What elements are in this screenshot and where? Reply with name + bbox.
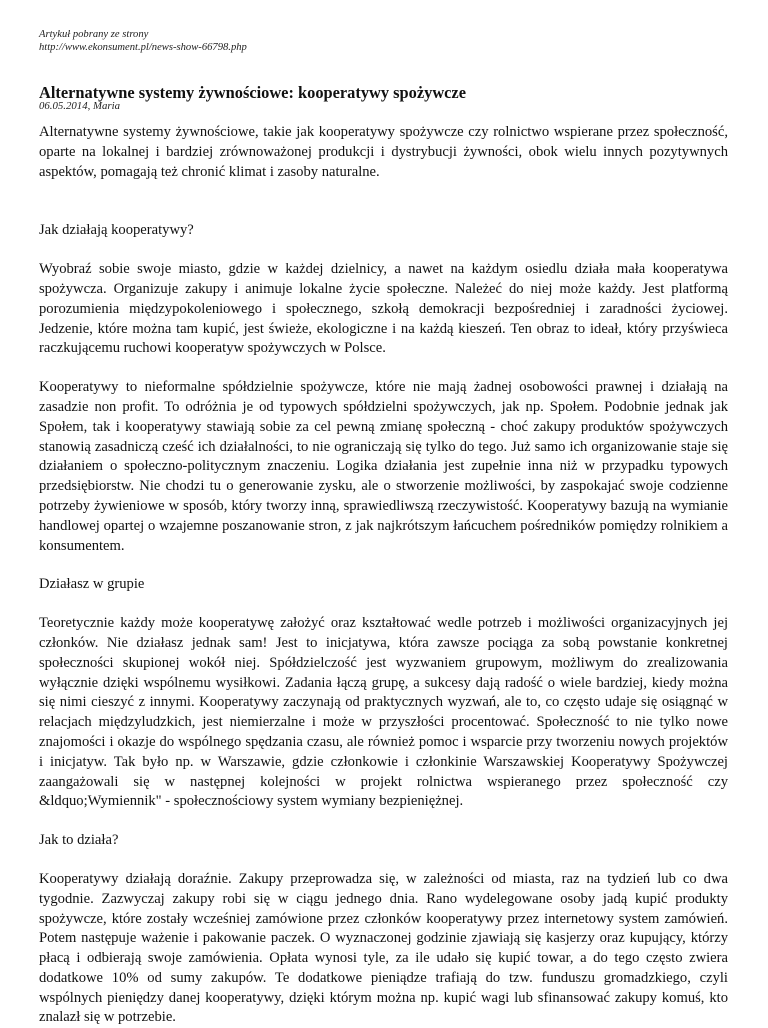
article-body	[39, 123, 728, 1028]
source-label: Artykuł pobrany ze strony	[39, 29, 149, 40]
source-note	[39, 29, 247, 54]
article-title: Alternatywne systemy żywnościowe: kooperatywy spożywcze	[39, 83, 466, 102]
body-paragraph: Wyobraź sobie swoje miasto, gdzie w każdej dzielnicy, a nawet na każdym osiedlu działa mała kooperatywa spożywcza. Organizuje zakupy i animuje lokalne życie społeczne. Należeć do niej może każdy. Jest platformą porozumienia międzypokoleniowego i społecznego, szkołą demokracji bezpośredniej i zaradności życiowej. Jedzenie, które można tam kupić, jest świeże, ekologiczne i na każdą kieszeń. Ten obraz to ideał, który przyświeca raczkującemu ruchowi kooperatyw spożywczych w Polsce.	[39, 261, 728, 357]
section-heading: Jak działają kooperatywy?	[39, 222, 194, 239]
section-heading: Działasz w grupie	[39, 576, 145, 593]
article-byline: 06.05.2014, Maria	[39, 100, 120, 112]
source-url: http://www.ekonsument.pl/news-show-66798.php	[39, 41, 247, 53]
section-heading: Jak to działa?	[39, 832, 119, 849]
body-paragraph: Teoretycznie każdy może kooperatywę założyć oraz kształtować wedle potrzeb i możliwości organizacyjnych jej członków. Nie działasz jednak sam! Jest to inicjatywa, która zawsze pociąga za sobą powstanie konkretnej społeczności skupionej wokół niej. Spółdzielczość jest wyzwaniem grupowym, możliwym do zrealizowania wyłącznie dzięki wspólnemu wysiłkowi. Zadania łączą grupę, a sukcesy dają radość o wiele bardziej, kiedy można się nimi cieszyć z innymi. Kooperatywy zaczynają od praktycznych wyzwań, ale to, co często udaje się osiągnąć w relacjach międzyludzkich, jest niemierzalne i może w przyszłości procentować. Społeczność to nie tylko nowe znajomości i okazje do wspólnego spędzania czasu, ale również pomoc i wsparcie przy tworzeniu nowych projektów i inicjatyw. Tak było np. w Warszawie, gdzie członkowie i członkinie Warszawskiej Kooperatywy Spożywczej zaangażowali się w następnej kolejności w projekt rolnictwa wspieranego przez społeczność czy &ldquo;Wymiennik" - społecznościowy system wymiany bezpieniężnej.	[39, 615, 728, 810]
intro-paragraph: Alternatywne systemy żywnościowe, takie jak kooperatywy spożywcze czy rolnictwo wspierane przez społeczność, oparte na lokalnej i bardziej zrównoważonej produkcji i dystrybucji żywności, obok wielu innych pozytywnych aspektów, pomagają też chronić klimat i zasoby naturalne.	[39, 124, 728, 180]
body-paragraph: Kooperatywy to nieformalne spółdzielnie spożywcze, które nie mają żadnej osobowości prawnej i działają na zasadzie non profit. To odróżnia je od typowych spółdzielni spożywczych, jak np. Społem. Podobnie jednak jak Społem, tak i kooperatywy stawiają sobie za cel pewną zmianę społeczną - choć zakupy produktów spożywczych stanowią zasadniczą cześć ich działalności, to nie ograniczają się tylko do tego. Już samo ich organizowanie staje się działaniem o społeczno-politycznym znaczeniu. Logika działania jest zupełnie inna niż w przypadku typowych przedsiębiorstw. Nie chodzi tu o generowanie zysku, ale o stworzenie możliwości, by zaspokajać swoje codzienne potrzeby żywieniowe w sposób, który tworzy inną, sprawiedliwszą rzeczywistość. Kooperatywy bazują na wymianie handlowej opartej o wzajemne poszanowanie stron, z jak najkrótszym łańcuchem pośredników pomiędzy rolnikiem a konsumentem.	[39, 379, 728, 554]
body-paragraph: Kooperatywy działają doraźnie. Zakupy przeprowadza się, w zależności od miasta, raz na tydzień lub co dwa tygodnie. Zazwyczaj zakupy robi się w ciągu jednego dnia. Rano wydelegowane osoby jadą kupić produkty spożywcze, które zostały wcześniej zamówione przez członków kooperatywy przez internetowy system zamówień. Potem następuje ważenie i pakowanie paczek. O wyznaczonej godzinie zjawiają się kasjerzy oraz kupujący, którzy płacą i odbierają swoje zamówienia. Opłata wynosi tyle, za ile udało się kupić towar, a do tego często zwiera dodatkowe 10% od sumy zakupów. Te dodatkowe pieniądze trafiają do tzw. funduszu gromadzkiego, czyli wspólnych pieniędzy danej kooperatywy, dzięki którym można np. kupić wagi lub sfinansować zakupy komuś, kto znalazł się w potrzebie.	[39, 870, 728, 1026]
